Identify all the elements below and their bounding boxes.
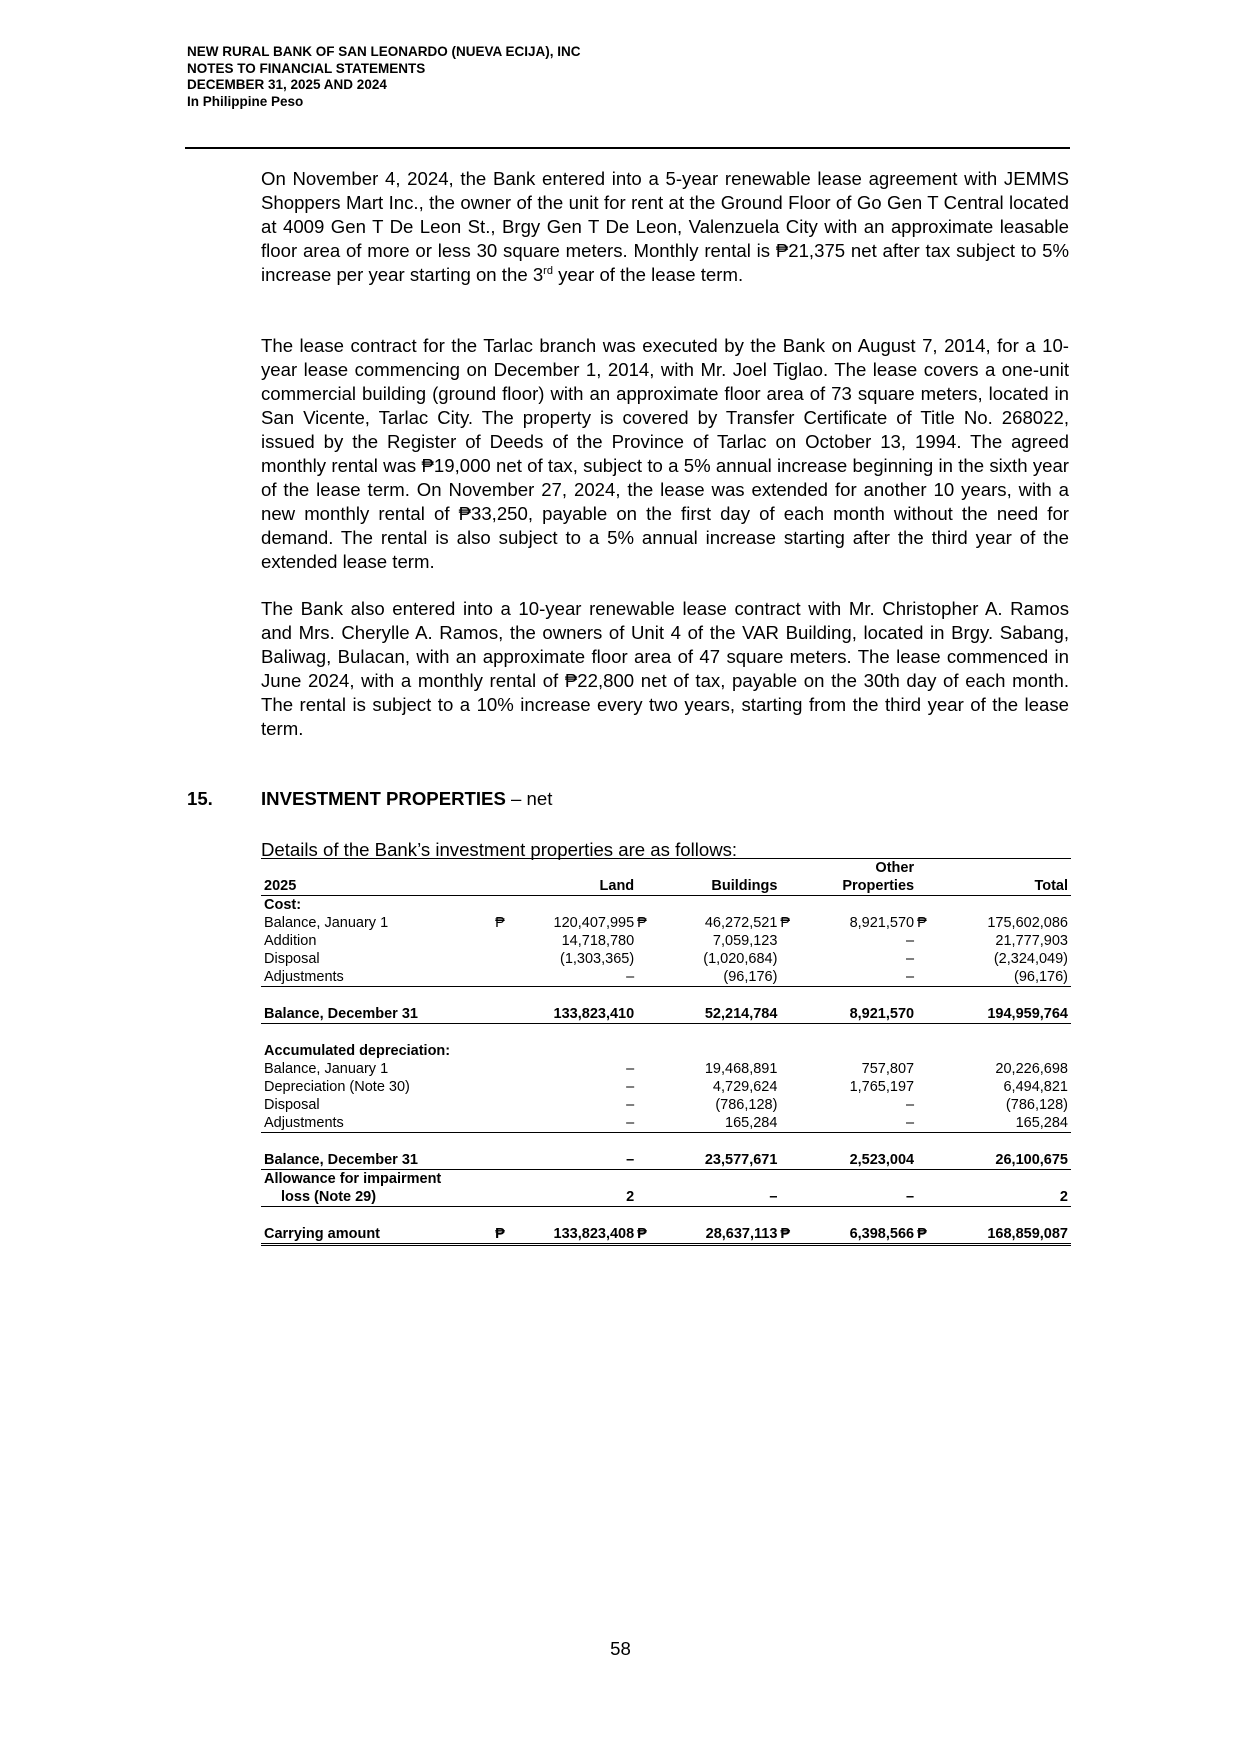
table-row — [261, 932, 1071, 950]
cell-other: – — [906, 933, 915, 949]
cell-land: – — [516, 1151, 637, 1170]
cell-land: 120,407,995 — [553, 915, 635, 931]
paragraph-jemms-lease — [261, 167, 1069, 287]
cell-other: – — [906, 951, 915, 967]
accumulated-total-row — [261, 1151, 1071, 1170]
company-name: NEW RURAL BANK OF SAN LEONARDO (NUEVA ECIJA), INC — [187, 44, 581, 59]
table-row — [261, 968, 1071, 987]
table-row — [261, 914, 1071, 932]
cell-buildings: 7,059,123 — [712, 933, 778, 949]
cell-land: – — [626, 1097, 635, 1113]
cell-other: – — [801, 1114, 917, 1133]
cell-buildings: 4,729,624 — [712, 1079, 778, 1095]
row-label: Balance, January 1 — [264, 1061, 389, 1077]
cell-total: (2,324,049) — [993, 951, 1068, 967]
table-row — [261, 1096, 1071, 1114]
row-label: Balance, January 1 — [264, 915, 389, 931]
row-label: Carrying amount — [261, 1225, 495, 1245]
cell-total: 20,226,698 — [995, 1061, 1068, 1077]
cell-buildings: 28,637,113 — [658, 1225, 780, 1245]
cell-other: 757,807 — [861, 1061, 915, 1077]
row-label: Addition — [264, 933, 317, 949]
cell-other: 6,398,566 — [801, 1225, 917, 1245]
cell-other: 8,921,570 — [849, 915, 915, 931]
paragraph-baliwag-lease: The Bank also entered into a 10-year renewable lease contract with Mr. Christopher A. Ramos and Mrs. Cherylle A. Ramos, the owners of Unit 4 of the VAR Building, located in Brgy. Sabang, Baliwag, Bulacan, with an approximate floor area of 47 square meters. The lease commenced in June 2024, with a monthly rental of ₱22,800 net of tax, payable on the 30th day of each month. The rental is subject to a 10% increase every two years, starting from the third year of the lease term. — [261, 598, 1069, 739]
cell-other: 1,765,197 — [849, 1079, 915, 1095]
cell-land: – — [626, 1079, 635, 1095]
cell-total: 165,284 — [938, 1114, 1071, 1133]
peso-sign: ₱ — [495, 1225, 516, 1245]
cell-other: – — [801, 1188, 917, 1207]
table-header-row — [261, 877, 1071, 896]
cell-total: 168,859,087 — [938, 1225, 1071, 1245]
cell-land: – — [516, 1114, 637, 1133]
cell-buildings: (1,020,684) — [703, 951, 778, 967]
column-header-total: Total — [938, 877, 1071, 896]
cell-land: 133,823,408 — [516, 1225, 637, 1245]
cell-total: 21,777,903 — [995, 933, 1068, 949]
cost-label: Cost: — [264, 897, 302, 913]
paragraph-text: On November 4, 2024, the Bank entered into a 5-year renewable lease agreement with JEMMS Shoppers Mart Inc., the owner of the unit for rent at the Ground Floor of Go Gen T Central located at 4009 Gen T De Leon St., Brgy Gen T De Leon, Valenzuela City with an approximate leasable floor area of more or less 30 square meters. Monthly rental is ₱21,375 net after tax subject to 5% increase per year starting on the 3 — [261, 168, 1069, 285]
investment-properties-table — [261, 858, 1071, 1246]
cell-total: 2 — [938, 1188, 1071, 1207]
cell-buildings: – — [658, 1188, 780, 1207]
ordinal-superscript: rd — [543, 264, 553, 277]
paragraph-text: year of the lease term. — [552, 264, 744, 285]
cell-other: 2,523,004 — [801, 1151, 917, 1170]
cell-land: 2 — [516, 1188, 637, 1207]
document-title: NOTES TO FINANCIAL STATEMENTS — [187, 60, 426, 76]
section-title-suffix: – net — [505, 788, 553, 809]
cell-other: 8,921,570 — [801, 1005, 917, 1024]
paragraph-tarlac-lease: The lease contract for the Tarlac branch was executed by the Bank on August 7, 2014, for a 10-year lease commencing on December 1, 2014, with Mr. Joel Tiglao. The lease covers a one-unit commercial building (ground floor) with an approximate floor area of 73 square meters, located in San Vicente, Tarlac City. The property is covered by Transfer Certificate of Title No. 268022, issued by the Register of Deeds of the Province of Tarlac on October 13, 1994. The agreed monthly rental was ₱19,000 net of tax, subject to a 5% annual increase beginning in the sixth year of the lease term. On November 27, 2024, the lease was extended for another 10 years, with a new monthly rental of ₱33,250, payable on the first day of each month without the need for demand. The rental is also subject to a 5% annual increase starting after the third year of the extended lease term. — [261, 335, 1069, 572]
row-label: loss (Note 29) — [261, 1188, 495, 1207]
carrying-amount-row — [261, 1225, 1071, 1245]
document-header — [187, 44, 581, 110]
cell-total: (96,176) — [938, 968, 1071, 987]
row-label: Depreciation (Note 30) — [264, 1079, 410, 1095]
table-row — [261, 1078, 1071, 1096]
cell-land: 133,823,410 — [516, 1005, 637, 1024]
row-label: Adjustments — [261, 1114, 495, 1133]
table-row — [261, 1114, 1071, 1133]
row-label: Disposal — [264, 1097, 320, 1113]
cell-buildings: (786,128) — [715, 1097, 778, 1113]
cost-total-row — [261, 1005, 1071, 1024]
table-row — [261, 1060, 1071, 1078]
row-label: Adjustments — [261, 968, 495, 987]
column-header-other: Other — [801, 859, 917, 878]
cell-buildings: 19,468,891 — [704, 1061, 778, 1077]
cell-buildings: (96,176) — [658, 968, 780, 987]
column-header-properties: Properties — [801, 877, 917, 896]
table-header-row-upper — [261, 859, 1071, 878]
row-label: Disposal — [264, 951, 320, 967]
section-title-bold: INVESTMENT PROPERTIES — [261, 788, 506, 809]
header-divider — [185, 147, 1070, 149]
section-number: 15. — [187, 788, 213, 809]
cell-buildings: 165,284 — [658, 1114, 780, 1133]
column-header-year: 2025 — [261, 877, 495, 896]
cell-buildings: 23,577,671 — [658, 1151, 780, 1170]
cell-total: 26,100,675 — [938, 1151, 1071, 1170]
row-label: Balance, December 31 — [261, 1151, 495, 1170]
peso-sign: ₱ — [917, 1225, 938, 1245]
section-label-row — [261, 1042, 1071, 1060]
cell-total: 194,959,764 — [938, 1005, 1071, 1024]
cell-other: – — [906, 1097, 915, 1113]
cell-buildings: 52,214,784 — [658, 1005, 780, 1024]
cell-total: 6,494,821 — [1003, 1079, 1068, 1095]
cell-buildings: 46,272,521 — [704, 915, 778, 931]
document-dates: DECEMBER 31, 2025 AND 2024 — [187, 77, 387, 92]
peso-sign: ₱ — [917, 915, 927, 931]
allowance-label-row — [261, 1170, 1071, 1189]
page-number: 58 — [610, 1638, 631, 1659]
document-currency: In Philippine Peso — [187, 93, 304, 109]
column-header-land: Land — [516, 877, 637, 896]
cell-total: 175,602,086 — [987, 915, 1068, 931]
table-row — [261, 950, 1071, 968]
peso-sign: ₱ — [780, 1225, 801, 1245]
peso-sign: ₱ — [495, 915, 505, 931]
table-intro: Details of the Bank’s investment properties are as follows: — [261, 839, 738, 860]
cell-land: 14,718,780 — [561, 933, 635, 949]
column-header-buildings: Buildings — [658, 877, 780, 896]
peso-sign: ₱ — [780, 915, 791, 931]
cell-land: – — [516, 968, 637, 987]
section-title — [261, 787, 552, 811]
accumulated-depreciation-label: Accumulated depreciation: — [264, 1043, 451, 1059]
allowance-label: Allowance for impairment — [264, 1171, 442, 1187]
allowance-row — [261, 1188, 1071, 1207]
section-label-row — [261, 896, 1071, 915]
cell-land: – — [626, 1061, 635, 1077]
cell-land: (1,303,365) — [560, 951, 635, 967]
peso-sign: ₱ — [637, 1225, 658, 1245]
row-label: Balance, December 31 — [261, 1005, 495, 1024]
peso-sign: ₱ — [637, 915, 647, 931]
cell-other: – — [801, 968, 917, 987]
cell-total: (786,128) — [1005, 1097, 1068, 1113]
